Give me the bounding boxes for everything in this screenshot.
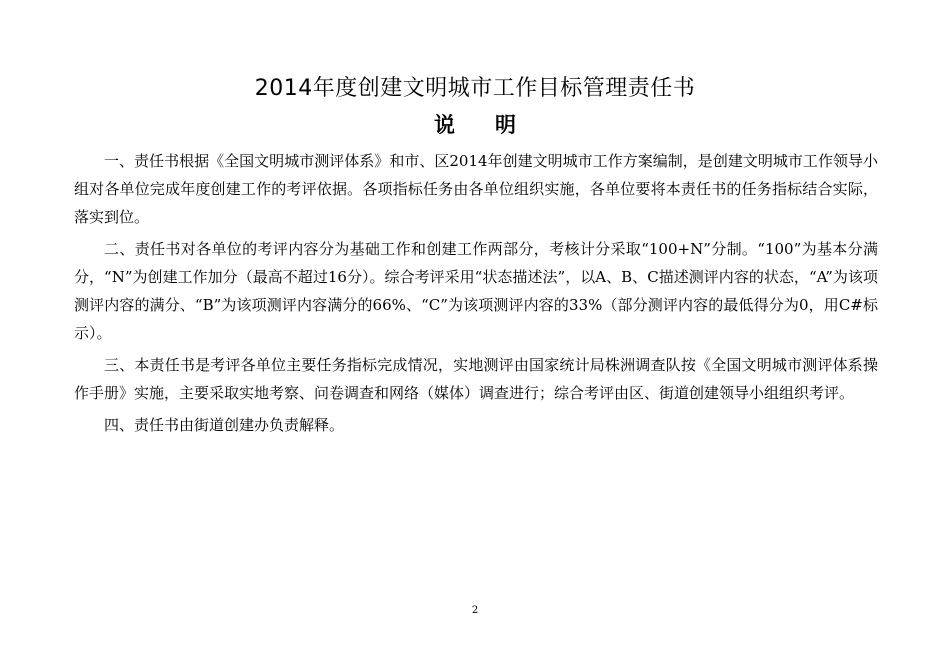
- document-body: [74, 147, 878, 443]
- section-heading-char-2: 明: [495, 113, 516, 137]
- section-heading-char-1: 说: [434, 113, 455, 137]
- paragraph-4: 四、责任书由街道创建办负责解释。: [104, 416, 345, 434]
- paragraph-1: 一、责任书根据《全国文明城市测评体系》和市、区2014年创建文明城市工作方案编制，是创建文明城市工作领导小组对各单位完成年度创建工作的考评依据。各项指标任务由各单位组织实施，各单位要将本责任书的任务指标结合实际，落实到位。: [74, 152, 878, 226]
- paragraph-3: 三、本责任书是考评各单位主要任务指标完成情况，实地测评由国家统计局株洲调查队按《全国文明城市测评体系操作手册》实施，主要采取实地考察、问卷调查和网络（媒体）调查进行；综合考评由区、街道创建领导小组组织考评。: [74, 356, 878, 402]
- paragraph-2: 二、责任书对各单位的考评内容分为基础工作和创建工作两部分，考核计分采取“100+N”分制。“100”为基本分满分，“N”为创建工作加分（最高不超过16分）。综合考评采用“状态描述法”，以A、B、C描述测评内容的状态，“A”为该项测评内容的满分、“B”为该项测评内容满分的66%、“C”为该项测评内容的33%（部分测评内容的最低得分为0，用C#标示）。: [74, 240, 878, 342]
- page-number: 2: [471, 605, 479, 616]
- document-title: 2014年度创建文明城市工作目标管理责任书: [254, 76, 696, 101]
- section-heading: [0, 110, 950, 140]
